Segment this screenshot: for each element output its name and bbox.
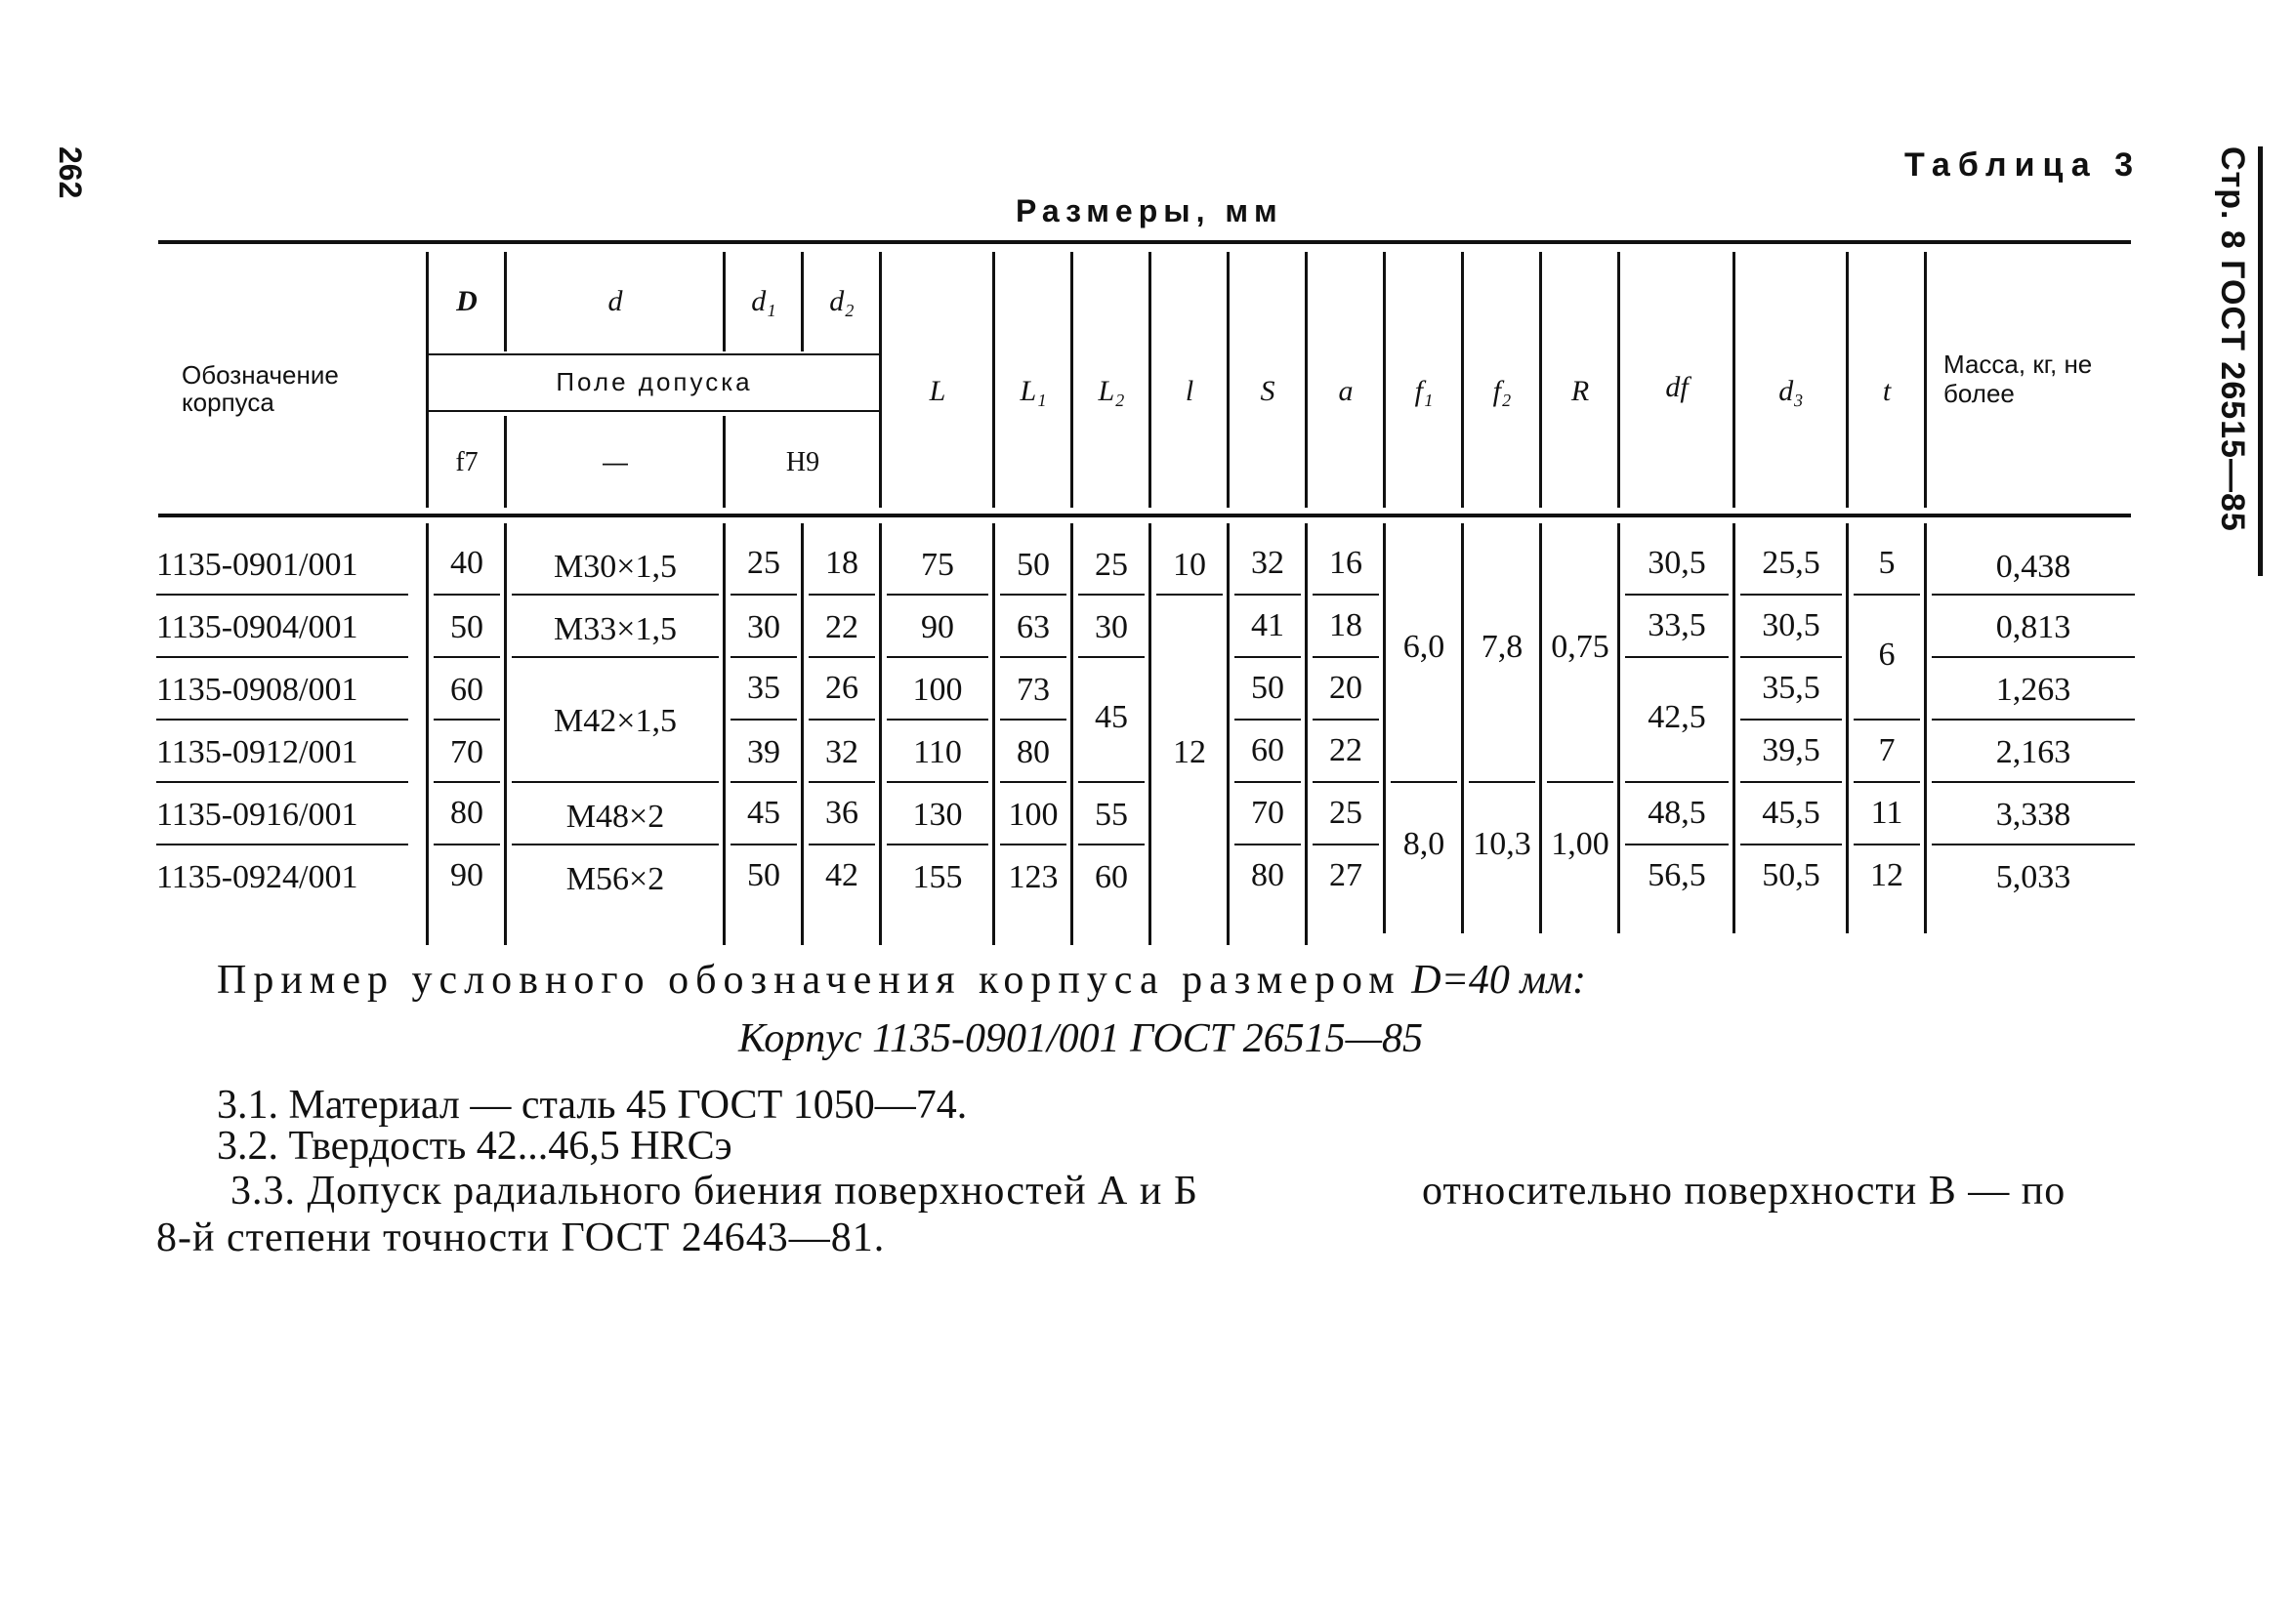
note-3-3-continuation: 8-й степени точности ГОСТ 24643—81. [156, 1216, 886, 1260]
cell-d1: 30 [747, 609, 780, 645]
row-rule [887, 656, 988, 658]
row-rule [156, 656, 408, 658]
d-group-rule [428, 353, 879, 355]
header-divider [992, 252, 995, 508]
header-divider [1617, 252, 1620, 508]
cell-D: 80 [450, 795, 483, 831]
row-rule [1234, 781, 1301, 783]
row-rule [1932, 594, 2135, 596]
row-rule [1000, 719, 1066, 721]
cell-S: 80 [1251, 857, 1284, 893]
cell-df-rows34: 42,5 [1648, 699, 1706, 735]
row-designation: 1135-0916/001 [156, 797, 358, 833]
header-designation: Обозначение корпуса [182, 360, 339, 417]
note-3-3-start: 3.3. Допуск радиального биения поверхностей А и Б [230, 1169, 1198, 1214]
running-header-text: Стр. 8 ГОСТ 26515—85 [2214, 146, 2251, 532]
header-divider [1732, 252, 1735, 508]
row-rule [1234, 719, 1301, 721]
body-divider [1070, 523, 1073, 945]
row-rule [1000, 844, 1066, 845]
row-rule [1740, 656, 1842, 658]
row-rule [809, 719, 875, 721]
body-divider [1617, 523, 1620, 933]
cell-L2-rows34: 45 [1095, 699, 1128, 735]
header-divider [1148, 252, 1151, 508]
cell-S: 50 [1251, 670, 1284, 706]
row-rule [809, 656, 875, 658]
note-3-2: 3.2. Твердость 42...46,5 HRCэ [217, 1124, 732, 1169]
cell-L: 90 [921, 609, 954, 645]
row-rule [731, 656, 797, 658]
row-rule [1625, 656, 1729, 658]
row-rule [512, 594, 719, 596]
row-rule [1313, 781, 1379, 783]
body-divider [1539, 523, 1542, 933]
cell-L2: 55 [1095, 797, 1128, 833]
row-rule [512, 844, 719, 845]
cell-d3: 39,5 [1762, 732, 1820, 768]
header-bottom-rule [158, 514, 2131, 517]
header-d2: d₂ [829, 285, 855, 317]
row-rule [887, 844, 988, 845]
cell-d3: 25,5 [1762, 545, 1820, 581]
row-rule [1391, 781, 1457, 783]
body-divider [992, 523, 995, 945]
row-rule [434, 781, 500, 783]
cell-d3: 50,5 [1762, 857, 1820, 893]
row-rule [1854, 781, 1920, 783]
body-divider [879, 523, 882, 945]
cell-D: 50 [450, 609, 483, 645]
header-S: S [1260, 375, 1275, 407]
cell-D: 40 [450, 545, 483, 581]
cell-d1: 45 [747, 795, 780, 831]
cell-a: 20 [1329, 670, 1362, 706]
cell-df: 48,5 [1648, 795, 1706, 831]
cell-f2-upper: 7,8 [1481, 629, 1524, 665]
cell-d: M48×2 [565, 799, 665, 835]
cell-S: 32 [1251, 545, 1284, 581]
example-line [217, 957, 1586, 1004]
dimensions-caption: Размеры, мм [1016, 193, 1283, 228]
cell-d1: 35 [747, 670, 780, 706]
cell-mass: 0,438 [1995, 549, 2071, 585]
row-rule [1000, 594, 1066, 596]
cell-l: 10 [1173, 547, 1206, 583]
cell-df: 30,5 [1648, 545, 1706, 581]
header-divider [1539, 252, 1542, 508]
row-rule [1854, 719, 1920, 721]
header-a: a [1338, 375, 1354, 407]
header-tol-d: — [603, 447, 628, 476]
header-t: t [1882, 375, 1892, 407]
page-number: 262 [53, 146, 88, 199]
cell-L1: 50 [1017, 547, 1050, 583]
body-divider [801, 523, 804, 945]
row-rule [434, 656, 500, 658]
header-divider [1383, 252, 1386, 508]
row-rule [434, 844, 500, 845]
body-divider [1383, 523, 1386, 933]
row-rule [156, 594, 408, 596]
row-designation: 1135-0924/001 [156, 859, 358, 895]
cell-d2: 32 [825, 734, 858, 770]
cell-t: 11 [1870, 795, 1903, 831]
body-divider [1846, 523, 1849, 933]
cell-R-upper: 0,75 [1551, 629, 1609, 665]
cell-L1: 80 [1017, 734, 1050, 770]
cell-t: 5 [1878, 545, 1896, 581]
cell-t-rows23: 6 [1878, 637, 1896, 673]
cell-df: 56,5 [1648, 857, 1706, 893]
table-title: Таблица 3 [1904, 146, 2142, 184]
body-divider [426, 523, 429, 945]
body-divider [504, 523, 507, 945]
cell-D: 70 [450, 734, 483, 770]
header-mass: Масса, кг, не более [1943, 350, 2093, 408]
cell-f1-upper: 6,0 [1402, 629, 1445, 665]
row-rule [1932, 781, 2135, 783]
row-rule [434, 594, 500, 596]
header-divider [1070, 252, 1073, 508]
header-divider [426, 252, 429, 508]
header-d1: d₁ [751, 285, 776, 317]
header-divider [1305, 252, 1308, 508]
cell-d: M30×1,5 [554, 549, 677, 585]
cell-d-rows34: M42×1,5 [554, 703, 677, 739]
cell-L: 75 [921, 547, 954, 583]
row-rule [1313, 594, 1379, 596]
row-rule [731, 781, 797, 783]
cell-L: 100 [912, 672, 963, 708]
cell-S: 60 [1251, 732, 1284, 768]
row-rule [1854, 594, 1920, 596]
cell-d: M33×1,5 [554, 611, 677, 647]
cell-d: M56×2 [565, 861, 665, 897]
row-rule [887, 719, 988, 721]
row-rule [1313, 719, 1379, 721]
row-designation: 1135-0912/001 [156, 734, 358, 770]
body-divider [1732, 523, 1735, 933]
example-designation: Корпус 1135-0901/001 ГОСТ 26515—85 [738, 1016, 1423, 1061]
header-divider [723, 252, 726, 351]
cell-d3: 30,5 [1762, 607, 1820, 643]
cell-f2-lower: 10,3 [1473, 826, 1531, 862]
row-rule [731, 719, 797, 721]
row-rule [1740, 594, 1842, 596]
row-rule [731, 594, 797, 596]
cell-t: 7 [1878, 732, 1896, 768]
cell-a: 16 [1329, 545, 1362, 581]
header-divider [1846, 252, 1849, 508]
header-L2: L₂ [1098, 375, 1125, 407]
header-L1: L₁ [1020, 375, 1047, 407]
row-rule [1000, 656, 1066, 658]
cell-L1: 123 [1008, 859, 1059, 895]
row-rule [809, 594, 875, 596]
cell-mass: 0,813 [1995, 609, 2071, 645]
cell-L1: 63 [1017, 609, 1050, 645]
cell-R-lower: 1,00 [1551, 826, 1609, 862]
row-rule [887, 594, 988, 596]
row-rule [1625, 781, 1729, 783]
row-rule [1740, 781, 1842, 783]
header-f1: f₁ [1414, 375, 1434, 407]
tolerance-rule [428, 410, 879, 412]
cell-mass: 2,163 [1995, 734, 2071, 770]
header-f2: f₂ [1492, 375, 1512, 407]
cell-L2: 60 [1095, 859, 1128, 895]
cell-D: 90 [450, 857, 483, 893]
row-rule [1625, 844, 1729, 845]
row-rule [1078, 844, 1145, 845]
cell-d3: 35,5 [1762, 670, 1820, 706]
row-designation: 1135-0904/001 [156, 609, 358, 645]
row-rule [809, 781, 875, 783]
cell-D: 60 [450, 672, 483, 708]
header-divider [504, 252, 507, 351]
cell-L2: 25 [1095, 547, 1128, 583]
row-rule [1234, 656, 1301, 658]
cell-l-rows2to6: 12 [1173, 734, 1206, 770]
header-tolerance-field: Поле допуска [556, 367, 753, 396]
row-rule [1932, 719, 2135, 721]
header-divider [1461, 252, 1464, 508]
body-divider [723, 523, 726, 945]
row-rule [809, 844, 875, 845]
cell-d1: 39 [747, 734, 780, 770]
row-rule [1313, 844, 1379, 845]
header-divider [1924, 252, 1927, 508]
row-rule [434, 719, 500, 721]
cell-d1: 50 [747, 857, 780, 893]
row-rule [1000, 781, 1066, 783]
header-tol-d12: H9 [785, 447, 820, 477]
header-divider [801, 252, 804, 351]
header-tol-D: f7 [455, 447, 479, 477]
row-rule [1740, 844, 1842, 845]
header-divider [723, 416, 726, 508]
cell-S: 41 [1251, 607, 1284, 643]
cell-L1: 73 [1017, 672, 1050, 708]
cell-d1: 25 [747, 545, 780, 581]
header-d: d [607, 285, 623, 317]
row-rule [1469, 781, 1535, 783]
row-rule [731, 844, 797, 845]
row-rule [1078, 781, 1145, 783]
row-rule [1740, 719, 1842, 721]
row-rule [887, 781, 988, 783]
cell-d2: 36 [825, 795, 858, 831]
header-divider [504, 416, 507, 508]
cell-d2: 42 [825, 857, 858, 893]
row-rule [156, 844, 408, 845]
example-label: Пример условного обозначения корпуса размером [217, 958, 1401, 1003]
row-rule [1932, 844, 2135, 845]
cell-t: 12 [1870, 857, 1903, 893]
row-rule [1625, 594, 1729, 596]
cell-d2: 18 [825, 545, 858, 581]
row-rule [1234, 844, 1301, 845]
cell-a: 18 [1329, 607, 1362, 643]
cell-mass: 5,033 [1995, 859, 2071, 895]
cell-mass: 1,263 [1995, 672, 2071, 708]
cell-L: 155 [912, 859, 963, 895]
running-header [2213, 146, 2251, 532]
body-divider [1924, 523, 1927, 933]
cell-L: 110 [913, 734, 962, 770]
header-l: l [1185, 375, 1194, 407]
cell-df: 33,5 [1648, 607, 1706, 643]
row-rule [512, 781, 719, 783]
cell-d2: 22 [825, 609, 858, 645]
row-rule [1078, 656, 1145, 658]
body-divider [1148, 523, 1151, 945]
row-designation: 1135-0908/001 [156, 672, 358, 708]
row-rule [1234, 594, 1301, 596]
cell-L: 130 [912, 797, 963, 833]
note-3-3-end: относительно поверхности В — по [1422, 1169, 2066, 1214]
cell-S: 70 [1251, 795, 1284, 831]
header-rule [2258, 146, 2263, 576]
row-designation: 1135-0901/001 [156, 547, 358, 583]
header-df: df [1665, 371, 1689, 403]
cell-a: 25 [1329, 795, 1362, 831]
header-L: L [929, 375, 946, 407]
header-D: D [456, 285, 478, 317]
header-divider [879, 252, 882, 508]
body-divider [1461, 523, 1464, 933]
row-rule [156, 781, 408, 783]
row-rule [1547, 781, 1613, 783]
body-divider [1227, 523, 1230, 945]
cell-L1: 100 [1008, 797, 1059, 833]
header-d3: d₃ [1778, 375, 1804, 407]
row-rule [1313, 656, 1379, 658]
row-rule [156, 719, 408, 721]
cell-a: 22 [1329, 732, 1362, 768]
row-rule [1932, 656, 2135, 658]
row-rule [1854, 844, 1920, 845]
header-R: R [1570, 375, 1590, 407]
header-divider [1227, 252, 1230, 508]
cell-L2: 30 [1095, 609, 1128, 645]
cell-f1-lower: 8,0 [1402, 826, 1445, 862]
body-divider [1305, 523, 1308, 945]
row-rule [1156, 594, 1223, 596]
cell-mass: 3,338 [1995, 797, 2071, 833]
table-top-rule [158, 240, 2131, 244]
cell-a: 27 [1329, 857, 1362, 893]
example-value: D=40 мм: [1411, 958, 1587, 1003]
cell-d2: 26 [825, 670, 858, 706]
row-rule [512, 656, 719, 658]
row-rule [1078, 594, 1145, 596]
note-3-1: 3.1. Материал — сталь 45 ГОСТ 1050—74. [217, 1083, 968, 1128]
cell-d3: 45,5 [1762, 795, 1820, 831]
